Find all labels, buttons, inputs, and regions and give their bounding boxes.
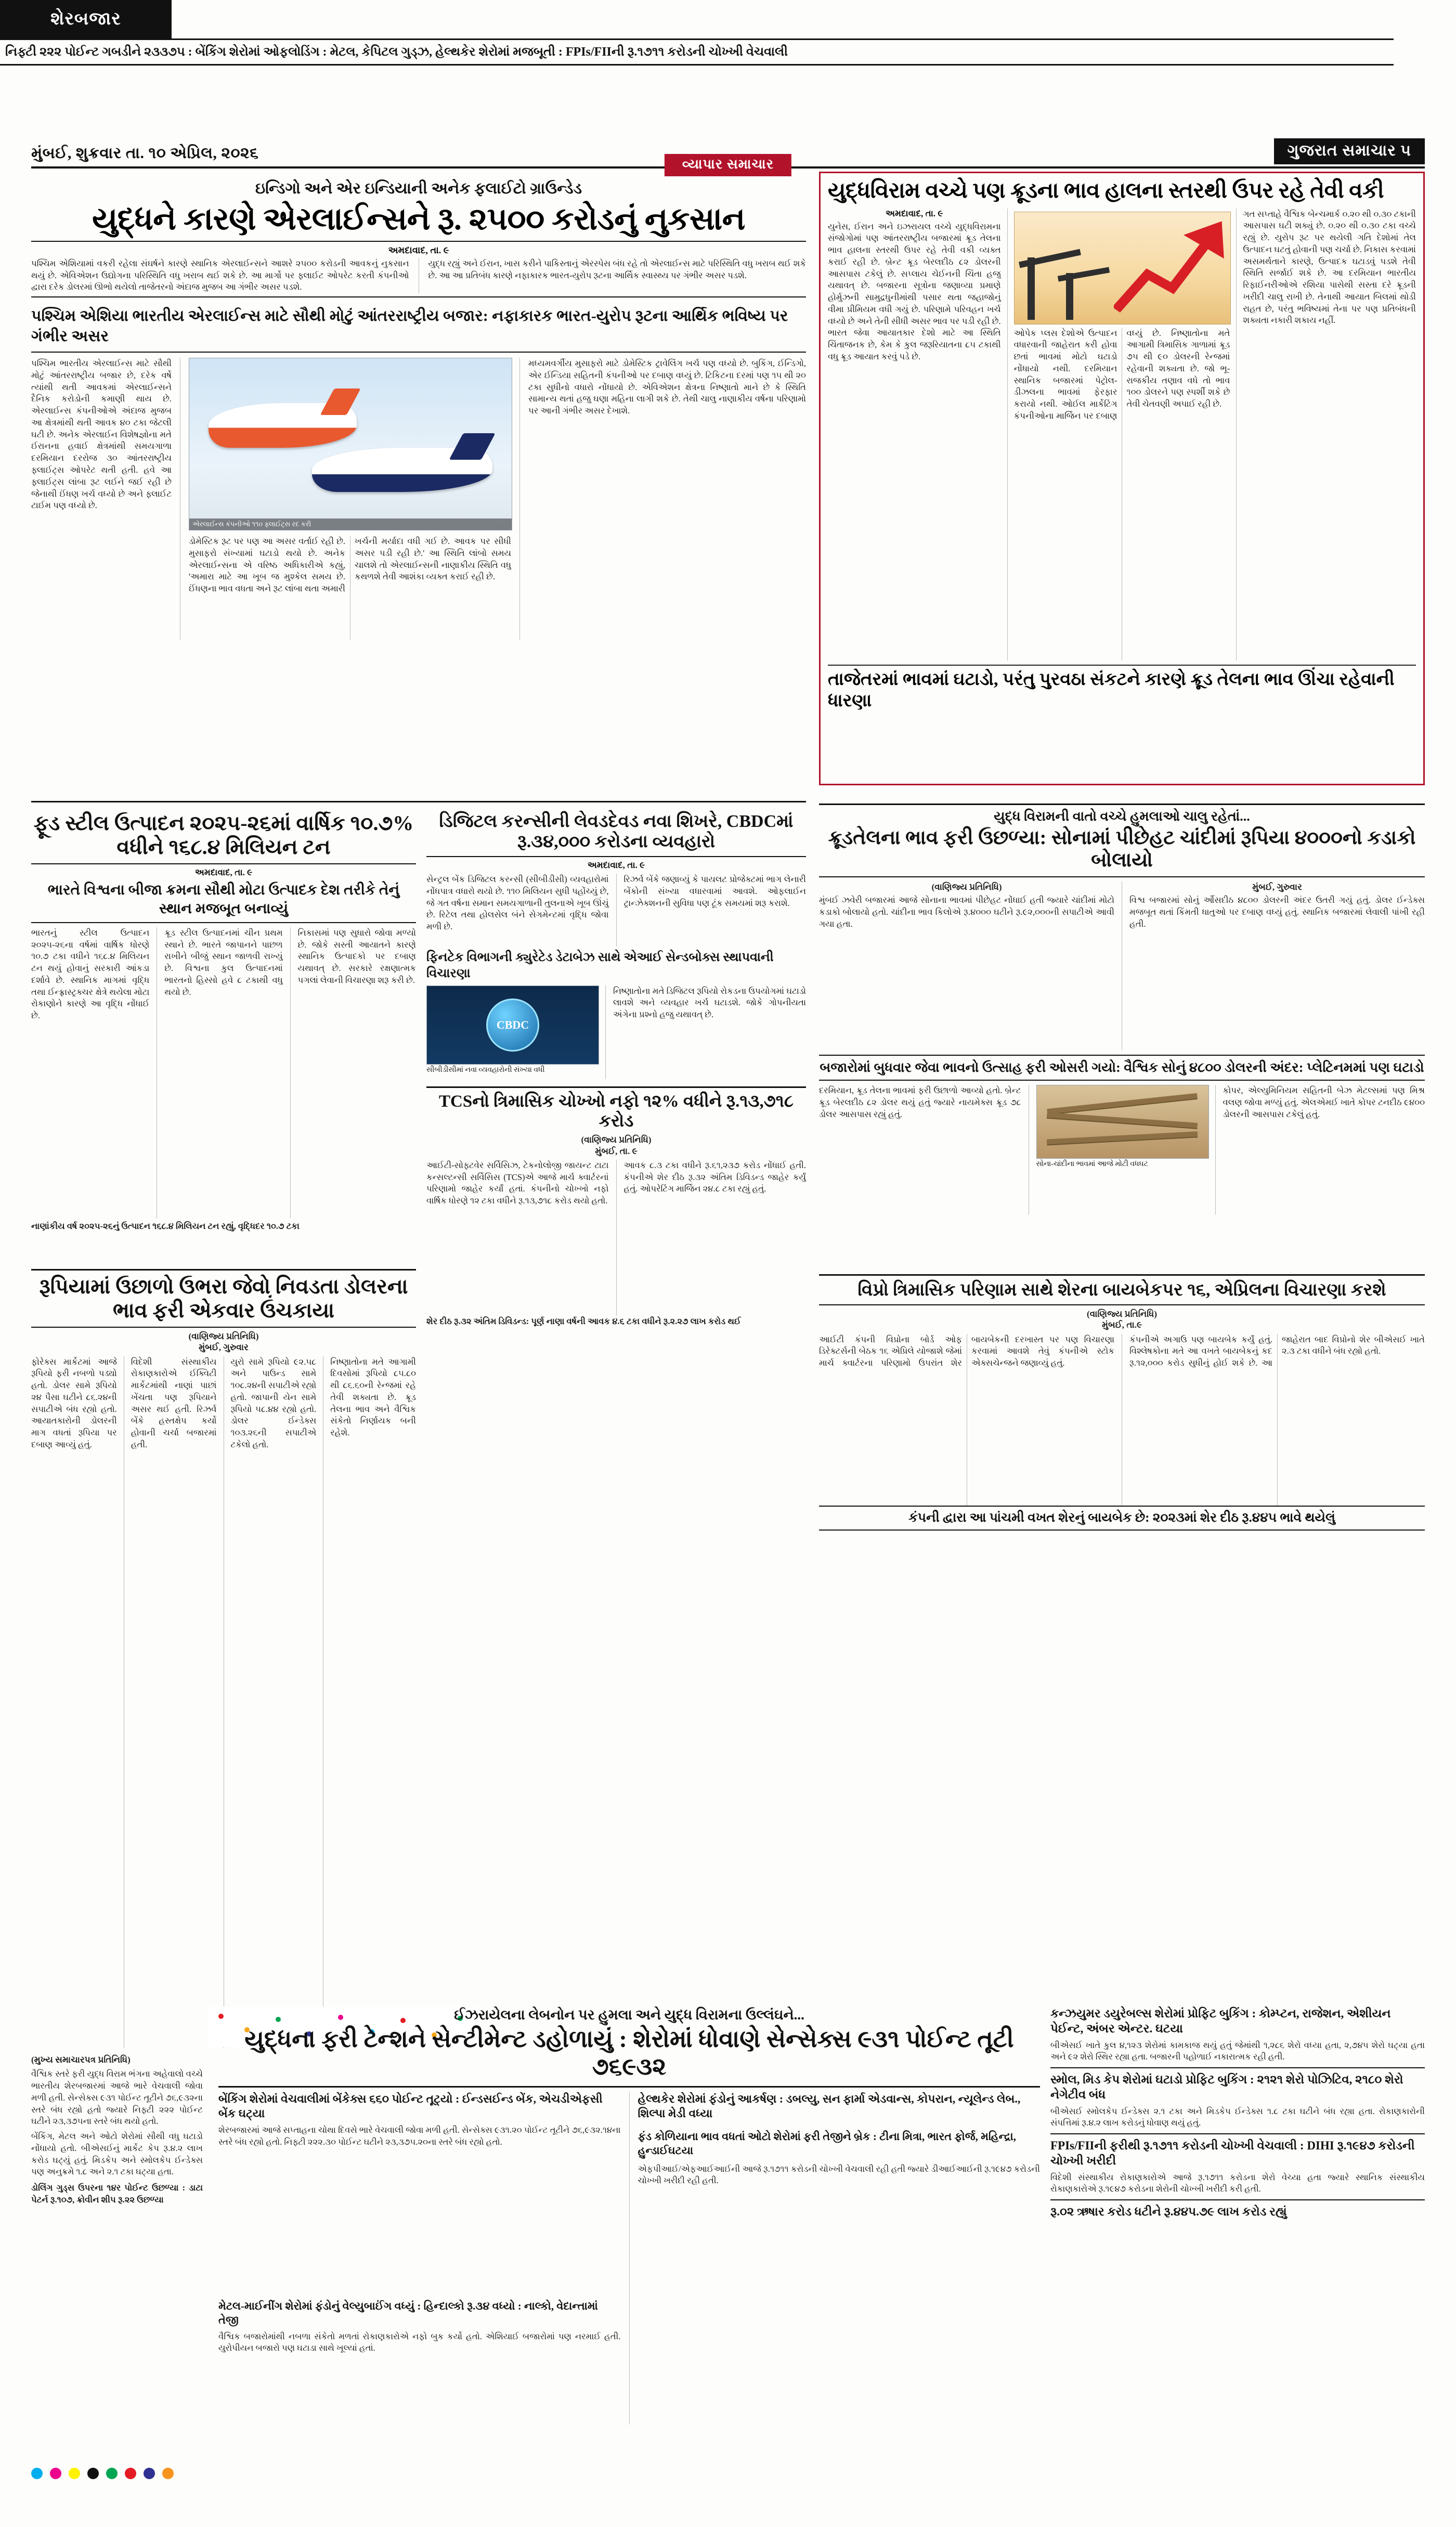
fuel-kicker: યુદ્ધ વિરામની વાતો વચ્ચે હુમલાઓ ચાલુ રહેતાં... [994,809,1250,824]
stock-headline: યુદ્ધના ફરી ટેન્શને સેન્ટીમેન્ટ ડહોળાયું : શેરોમાં ધોવાણે સેન્સેક્સ ૯૩૧ પોઈન્ટ તૂટી ૭૬૯૩૨ [244,2025,1014,2080]
sharebazar-label: શેરબજાર [0,0,172,38]
oil-col-3: ગત સપ્તાહે વૈશ્વિક બેન્ચમાર્ક ૦.૨૦ થી ૦.૩૦ ટકાની આસપાસ ઘટી શક્યું છે. ૦.૨૦ થી ૦.૩૦ ટકા વચ્ચે રહ્યું છે. યુરોપ રૂટ પર થયેલી ગતિ દેશોમાં તેલ ઉત્પાદન ઘટતું હોવાની પણ ચર્ચા છે. નિકાસ કરવામાં અસમર્થતાને કારણે, ઉત્પાદક ઘટાડવું પડશે તેવી સ્થિતિ સર્જાઈ શકે છે. આ દરમિયાન ભારતીય રિફાઈનરીઓએ રશિયા પાસેથી સસ્તા દરે ક્રૂડની ખરીદી ચાલુ રાખી છે. તેનાથી આયાત બિલમાં થોડી રાહત છે, પરંતુ ભવિષ્યમાં તેના પર પણ પ્રતિબંધની શક્યતા નકારી શકાય નહીં. [1243,209,1416,326]
pumpjack-beam [1058,267,1110,281]
steel-story [31,811,416,1233]
stock-subhead-1: બેંકિંગ શેરોમાં વેચવાલીમાં બેંકેક્સ ૬૬૦ પોઈન્ટ તૂટ્યો : ઈન્ડસઈન્ડ બેંક, એચડીએફસી બેંક ઘટ્યા [218,2092,603,2120]
lead-headline: યુદ્ધને કારણે એરલાઈન્સને રૂ. ૨૫૦૦ કરોડનું નુકસાન [92,201,745,236]
fpi-head: FPIs/FIIની ફરીથી રૂ.૧૭૧૧ કરોડની ચોખ્ખી વેચવાલી : DIHI રૂ.૧૯૪૭ કરોડની ચોખ્ખી ખરીદી [1050,2139,1415,2167]
wipro-headline: વિપ્રો ત્રિમાસિક પરિણામ સાથે શેરના બાયબેકપર ૧૬, એપ્રિલના વિચારણા કરશે [857,1280,1386,1300]
oil-dateline: અમદાવાદ, તા. ૯ [886,208,943,218]
stock-main-story [218,2006,1040,2425]
tcs-dateline: મુંબઈ, તા. ૯ [595,1146,638,1156]
cbdc-headline: ડિજિટલ કરન્સીની લેવડદેવડ નવા શિખરે, CBDCમાં રૂ.૩૪,૦૦૦ કરોડના વ્યવહારો [439,812,794,852]
rupee-story [31,1269,416,2048]
stock-subhead-4: ફંડ કોળિયાના ભાવ વધતાં ઓટો શેરોમાં ફરી તેજીને બ્રેક : ટીના મિત્રા, ભારત ફોર્જ, મહિન્દ્રા, હુન્ડાઈઘટયા [638,2130,1016,2157]
fuel-headline: ક્રૂડતેલના ભાવ ફરી ઉછળ્યા: સોનામાં પીછેહટ ચાંદીમાં રૂપિયા ૪૦૦૦નો કડાકો બોલાયો [828,826,1416,872]
lead-col-2: ડોમેસ્ટિક રૂટ પર પણ આ અસર વર્તાઈ રહી છે. મુસાફરો સંખ્યામાં ઘટાડો થયો છે. અનેક એરલાઈન્સના એ વરિષ્ઠ અધિકારીએ કહ્યું, 'અમારા માટે આ ખૂબ જ મુશ્કેલ સમય છે. ઈંધણના ભાવ વધતા અને રૂટ લાંબા થતા અમારી ખર્ચની મર્યાદા વધી ગઈ છે. આવક પર સીધી અસર પડી રહી છે.' આ સ્થિતિ લાંબો સમય ચાલશે તો એરલાઈન્સની નાણાકીય સ્થિતિ વધુ કથળશે તેવી આશંકા વ્યક્ત કરાઈ રહી છે. [189,536,511,594]
rupee-col-2: વિદેશી સંસ્થાકીય રોકાણકારોએ ઈક્વિટી માર્કેટમાંથી નાણાં પાછાં ખેંચતા પણ રૂપિયાને અસર થઈ હતી. રિઝર્વ બેંકે હસ્તક્ષેપ કર્યો હોવાની ચર્ચા બજારમાં હતી. [131,1356,217,1449]
plane-tail-icon [449,433,496,460]
cbdc-col-1: સેન્ટ્રલ બેંક ડિજિટલ કરન્સી (સીબીડીસી) વ્યવહારોમાં નોંધપાત્ર વધારો થયો છે. ૧૧૦ મિલિયન સુધી પહોંચ્યું છે, જે ગત વર્ષના સમાન સમયગાળાની તુલનાએ ખૂબ ઊંચું છે. રિટેલ તથા હોલસેલ બંને સેગમેન્ટમાં વૃદ્ધિ જોવા મળી છે. [426,874,609,932]
masthead-dateline: મુંબઈ, શુક્રવાર તા. ૧૦ એપ્રિલ, ૨૦૨૬ [31,145,259,162]
wipro-dateline: મુંબઈ, તા.૯ [1101,1320,1142,1330]
smallcap-head: સ્મોલ, મિડ કેપ શેરોમાં ઘટાડો પ્રોફિટ બુકિંગ : ૨૧૨૧ શેરો પોઝિટિવ, ૨૧૮૦ શેરો નેગેટીવ બંધ [1050,2073,1403,2101]
rupee-col-3: યુરો સામે રૂપિયો ૯૨.૫૮ અને પાઉન્ડ સામે ૧૦૮.૨૪ની સપાટીએ રહ્યો હતો. જાપાની યેન સામે રૂપિયો ૫૮.૪૪ રહ્યો હતો. ડોલર ઈન્ડેક્સ ૧૦૩.૨૬ની સપાટીએ ટકેલો હતો. [230,1356,317,1449]
cbdc-col-2: રિઝર્વ બેંકે જણાવ્યું કે પાયલટ પ્રોજેક્ટમાં ભાગ લેનારી બેંકોની સંખ્યા વધારવામાં આવશે. ઓફલાઈન ટ્રાન્ઝેક્શનની સુવિધા પણ ટૂંક સમયમાં શરૂ કરાશે. [623,874,806,908]
cmyk-registration-marks [31,2468,174,2479]
steel-col-2: ક્રૂડ સ્ટીલ ઉત્પાદનમાં ચીન પ્રથમ સ્થાને છે. ભારતે જાપાનને પાછળ રાખીને બીજું સ્થાન જાળવી રાખ્યું છે. વિશ્વના કુલ ઉત્પાદનમાં ભારતનો હિસ્સો હવે ૮ ટકાથી વધુ થયો છે. [164,927,283,997]
air-india-plane-graphic [209,403,357,448]
gold-silver-photo [1036,1085,1209,1159]
oil-headline: યુદ્ધવિરામ વચ્ચે પણ ક્રૂડના ભાવ હાલના સ્તરથી ઉપર રહે તેવી વકી [828,179,1384,203]
fuel-strap: બજારોમાં બુધવાર જેવા ભાવનો ઉત્સાહ ફરી ઓસરી ગયો: વૈશ્વિક સોનું ૪૮૦૦ ડોલરની અંદર: પ્લેટિનમમાં પણ ઘટાડો [819,1055,1425,1081]
sharebazar-col-2: બેંકિંગ, મેટલ અને ઓટો શેરોમાં સૌથી વધુ ઘટાડો નોંધાયો હતો. બીએસઈનું માર્કેટ કેપ રૂ.૪.૨ લાખ કરોડ ઘટ્યું હતું. મિડકેપ અને સ્મોલકેપ ઈન્ડેક્સ પણ અનુક્રમે ૧.૮ અને ૨.૧ ટકા ઘટ્યા હતા. [31,2131,203,2177]
cbdc-dateline: અમદાવાદ, તા. ૯ [587,860,645,871]
lead-col-3: મધ્યમવર્ગીય મુસાફરો માટે ડોમેસ્ટિક ટ્રાવેલિંગ ખર્ચ પણ વધ્યો છે. બુકિંગ, ઈન્ડિગો, એર ઈન્ડિયા સહિતની કંપનીઓ પર દબાણ વધ્યું છે. ટિકિટના દરમાં પણ ૧૫ થી ૨૦ ટકા સુધીનો વધારો નોંધાયો છે. એવિએશન ક્ષેત્રના નિષ્ણાતો માને છે કે સ્થિતિ સામાન્ય થતાં હજુ ઘણા મહિના લાગી શકે છે. તેથી ચાલુ નાણાકીય વર્ષના પરિણામો પર આની ગંભીર અસર દેખાશે. [528,358,806,416]
oil-pumpjack-photo [1014,212,1231,325]
sharebazar-stats: ડોલિંગ ગુડ્સ ઉપરના ૧૪ર પોઈન્ટ ઉછળ્યા : ડાટા પેટર્ન રૂ.૧૦૭, ક્રોવીન શીપ રૂ.૨૨ ઉછળ્યા [31,2183,203,2205]
tcs-story [426,1086,806,1328]
oil-col-1: યુનેસ, ઈરાન અને ઇઝરાયલ વચ્ચે યુદ્ધવિરામના સંજોગોમાં પણ આંતરરાષ્ટ્રીય બજારમાં ક્રૂડ તેલના ભાવ હાલના સ્તરથી ઉપર રહે તેવી વકી વ્યક્ત કરાઈ રહી છે. બ્રેન્ટ ક્રૂડ બેરલદીઠ ૮૨ ડોલરની આસપાસ ટકેલું છે. સપ્લાય ચેઈનની ચિંતા હજુ યથાવત્ છે. બજારના સૂત્રોના જણાવ્યા પ્રમાણે હોર્મુઝની સામુદ્રધુનીમાંથી પસાર થતા જહાજોનું વીમા પ્રીમિયમ વધી ગયું છે. પરિણામે પરિવહન ખર્ચ વધ્યો છે અને તેની સીધી અસર ભાવ પર પડી રહી છે. ભારત જેવા આયાતકાર દેશો માટે આ સ્થિતિ ચિંતાજનક છે, કેમ કે કુલ જરૂરિયાતના ૮૫ ટકાથી વધુ ક્રૂડ આયાત કરવું પડે છે. [828,221,1001,361]
wipro-col-2: કંપનીએ અગાઉ પણ બાયબેક કર્યું હતું. વિશ્લેષકોના મતે આ વખતે બાયબેકનું કદ રૂ.૧૨,૦૦૦ કરોડ સુધીનું હોઈ શકે છે. આ જાહેરાત બાદ વિપ્રોનો શેર બીએસઈ ખાતે ૨.૩ ટકા વધીને બંધ રહ્યો હતો. [1129,1334,1425,1368]
market-stats-column [1050,2006,1425,2220]
lead-subhead: પશ્ચિમ એશિયા ભારતીય એરલાઈન્સ માટે સૌથી મોટું આંતરરાષ્ટ્રીય બજાર: નફાકારક ભારત-યુરોપ રૂટના આર્થિક ભવિષ્ય પર ગંભીર અસર [31,307,788,345]
tcs-headline: TCSનો ત્રિમાસિક ચોખ્ખો નફો ૧૨% વધીને રૂ.૧૩,૭૧૮ કરોડ [439,1092,794,1131]
rupee-dateline: મુંબઈ, ગુરુવાર [199,1342,249,1353]
fpi-text: વિદેશી સંસ્થાકીય રોકાણકારોએ આજે રૂ.૧૭૧૧ કરોડના શેરો વેચ્યા હતા જ્યારે સ્થાનિક સંસ્થાકીય રોકાણકારોએ રૂ.૧૯૪૭ કરોડના શેરોની ચોખ્ખી ખરીદી કરી હતી. [1050,2172,1425,2194]
lead-photo [189,358,512,530]
steel-dateline: અમદાવાદ, તા. ૯ [194,867,253,877]
gainers-text: બીએસઈ ખાતે કુલ ૪,૧૨૩ શેરોમાં કામકાજ થયું હતું જેમાંથી ૧,૨૮૬ શેરો વધ્યા હતા, ૨,૭૪૫ શેરો ઘટ્યા હતા અને ૯૨ શેરો સ્થિર રહ્યા હતા. બજારની પહોળાઈ નકારાત્મક રહી હતી. [1050,2040,1425,2062]
price-up-arrow-icon [1114,215,1226,314]
steel-subhead: ભારતે વિશ્વના બીજા ક્રમના સૌથી મોટા ઉત્પાદક દેશ તરીકે તેનું સ્થાન મજબૂત બનાવ્યું [47,882,400,917]
cbdc-caption: સીબીડીસીમાં નવા વ્યવહારોની સંખ્યા વધી [426,1066,545,1074]
steel-headline: ફૂડ સ્ટીલ ઉત્પાદન ૨૦૨૫-૨૬માં વાર્ષિક ૧૦.૭% વધીને ૧૬૮.૪ મિલિયન ટન [33,811,414,859]
bottom-strip-text: નિફ્ટી ૨૨૨ પોઈન્ટ ગબડીને ૨૩૩૭૫ : બેંકિંગ શેરોમાં ઓફલોડિંગ : મેટલ, કેપિટલ ગુડ્ઝ, હેલ્થકેર શેરોમાં મજબૂતી : FPIs/FIIની રૂ.૧૭૧૧ કરોડની ચોખ્ખી વેચવાલી [5,45,788,59]
oil-strap: તાજેતરમાં ભાવમાં ઘટાડો, પરંતુ પુરવઠા સંકટને કારણે ક્રૂડ તેલના ભાવ ઊંચા રહેવાની ધારણા [828,665,1416,712]
fuel-col-4: કોપર, એલ્યુમિનિયમ સહિતની બેઝ મેટલ્સમાં પણ મિશ્ર વલણ જોવા મળ્યું હતું. એલએમઈ ખાતે કોપર ટનદીઠ ૯૪૦૦ ડોલરની આસપાસ ટકેલું હતું. [1223,1085,1425,1119]
rupee-col-1: ફોરેક્સ માર્કેટમાં આજે રૂપિયો ફરી નબળો પડ્યો હતો. ડોલર સામે રૂપિયો ૨૪ પૈસા ઘટીને ૮૬.૨૪ની સપાટીએ બંધ રહ્યો હતો. આયાતકારોની ડોલરની માગ વધતાં રૂપિયા પર દબાણ આવ્યું હતું. [31,1356,117,1449]
stock-kicker: ઈઝરાયેલના લેબનોન પર હુમલા અને યુદ્ધ વિરામના ઉલ્લંઘને... [454,2007,804,2023]
lead-photo-caption: એરલાઈન્સ કંપનીઓ ૧૧૦ ફ્લાઈટ્સ રદ કરી [189,519,512,530]
oil-col-2: ઓપેક પ્લસ દેશોએ ઉત્પાદન વધારવાની જાહેરાત કરી હોવા છતાં ભાવમાં મોટો ઘટાડો નોંધાયો નથી. દરમિયાન સ્થાનિક બજારમાં પેટ્રોલ-ડીઝલના ભાવમાં ફેરફાર કરાયો નથી. ઓઈલ માર્કેટિંગ કંપનીઓના માર્જિન પર દબાણ વધ્યું છે. નિષ્ણાતોના મતે આગામી ત્રિમાસિક ગાળામાં ક્રૂડ ૭૫ થી ૯૦ ડોલરની રેન્જમાં રહેવાની શક્યતા છે. જો ભૂ-રાજકીય તણાવ વધે તો ભાવ ૧૦૦ ડોલરને પણ સ્પર્શી શકે છે તેવી ચેતવણી અપાઈ રહી છે. [1013,328,1230,421]
lead-story [31,179,806,640]
tcs-col-1: આઈટી-સોફ્ટવેર સર્વિસિઝ, ટેકનોલોજી જાયન્ટ ટાટા કન્સલ્ટન્સી સર્વિસિસ (TCS)એ આજે માર્ચ ક્વાર્ટરનાં પરિણામો જાહેર કર્યાં હતાં. કંપનીનો ચોખ્ખો નફો વાર્ષિક ધોરણે ૧૨ ટકા વધીને રૂ.૧૩,૭૧૮ કરોડ થયો હતો. [426,1160,609,1206]
steel-col-1: ભારતનું સ્ટીલ ઉત્પાદન ૨૦૨૫-૨૬ના વર્ષમાં વાર્ષિક ધોરણે ૧૦.૭ ટકા વધીને ૧૬૮.૪ મિલિયન ટન થયું હોવાનું સરકારી આંકડા દર્શાવે છે. સ્થાનિક માગમાં વૃદ્ધિ તથા ઈન્ફ્રાસ્ટ્રક્ચર ક્ષેત્રે થયેલા મોટા રોકાણોને કારણે આ વૃદ્ધિ નોંધાઈ છે. [31,927,150,1021]
stock-col-1: શેરબજારમાં આજે સપ્તાહના ચોથા દિવસે ભારે વેચવાલી જોવા મળી હતી. સેન્સેક્સ ૯૩૧.૨૦ પોઈન્ટ તૂટીને ૭૬,૯૩૨.૧૪ના સ્તરે બંધ રહ્યો હતો. નિફ્ટી ૨૨૨.૩૦ પોઈન્ટ ઘટીને ૨૩,૩૭૫.૨૦ના સ્તરે બંધ રહ્યો હતો. [218,2124,621,2147]
lead-intro-left: પશ્ચિમ એશિયામાં વકરી રહેલા સંઘર્ષને કારણે સ્થાનિક એરલાઈન્સને આશરે ૨૫૦૦ કરોડની આવકનું નુકસાન થયું છે. એવિએશન ઉદ્યોગના પરિસ્થિતિ વધુ ખરાબ થઈ શકે છે. આ માર્ગો પર ફ્લાઈટ ઓપરેટ કરતી કંપનીઓ દ્વારા દરેક ડોલરમાં ઊભો થયેલો તાજેતરનો અંદાજ મુજબ આ ગંભીર અસર પડશે. [31,258,409,292]
cbdc-graphic [426,986,599,1065]
lead-dateline: અમદાવાદ, તા. ૯ [388,244,449,255]
gainers-head: કન્ઝયુમર ડયુરેબલ્સ શેરોમાં પ્રોફિટ બુકિંગ : કોમ્પ્ટન, રાજેશન, એશીયન પેઈન્ટ, અંબર એન્ટર. ઘટયા [1050,2007,1391,2035]
fuel-col-2: વિશ્વ બજારમાં સોનું ઔંસદીઠ ૪૮૦૦ ડોલરની અંદર ઉતરી ગયું હતું. ડોલર ઈન્ડેક્સ મજબૂત થતાં કિંમતી ધાતુઓ પર દબાણ વધ્યું હતું. સ્થાનિક બજારમાં લેવાલી પાંખી રહી હતી. [1129,895,1425,929]
lead-kicker: ઇન્ડિગો અને એર ઇન્ડિયાની અનેક ફલાઈટો ગ્રાઉન્ડેડ [255,180,582,197]
pumpjack-post [1028,257,1035,320]
rupee-headline: રૂપિયામાં ઉછાળો ઉભરા જેવો નિવડતા ડોલરના ભાવ ફરી એકવાર ઉંચકાયા [39,1275,408,1322]
steel-footer: નાણાંકીય વર્ષ ૨૦૨૫-૨૬નું ઉત્પાદન ૧૬૮.૪ મિલિયન ટન રહ્યું, વૃદ્ધિદર ૧૦.૭ ટકા [31,1221,300,1231]
wipro-col-1: આઈટી કંપની વિપ્રોના બોર્ડ ઓફ ડિરેક્ટર્સની બેઠક ૧૬ એપ્રિલે યોજાશે જેમાં માર્ચ ક્વાર્ટરના પરિણામો ઉપરાંત શેર બાયબેકની દરખાસ્ત પર પણ વિચારણા કરવામાં આવશે તેવું કંપનીએ સ્ટોક એક્સચેન્જને જણાવ્યું હતું. [819,1334,1114,1368]
steel-col-3: નિકાસમાં પણ સુધારો જોવા મળ્યો છે. જોકે સસ્તી આયાતને કારણે સ્થાનિક ઉત્પાદકો પર દબાણ યથાવત્ છે. સરકારે રક્ષણાત્મક પગલાં લેવાની વિચારણા શરૂ કરી છે. [297,927,416,985]
sharebazar-byline: (મુખ્ય સમાચારપત્ર પ્રતિનિધિ) [31,2055,131,2065]
wipro-story [819,1274,1425,1531]
market-cap-footer: રૂ.૦૨ ઋષાર કરોડ ધટીને રૂ.૪૪૫.૭૯ લાખ કરોડ રહ્યું [1050,2205,1287,2219]
stock-subhead-3: હેલ્થકેર શેરોમાં ફંડોનું આકર્ષણ : ડબલ્યુ, સન ફાર્મા એડવાન્સ, કોપરાન, ન્યૂલેન્ડ લેબ., શિલ્પા મેડી વધ્યા [638,2092,1021,2120]
fuel-byline: (વાણિજ્ય પ્રતિનિધિ) [931,882,1002,892]
rupee-col-4: નિષ્ણાતોના મતે આગામી દિવસોમાં રૂપિયો ૮૫.૮૦ થી ૮૬.૬૦ની રેન્જમાં રહે તેવી શક્યતા છે. ક્રૂડ તેલના ભાવ અને વૈશ્વિક સંકેતો નિર્ણાયક બની રહેશે. [330,1356,416,1438]
fuel-col-1: મુંબઈ ઝવેરી બજારમાં આજે સોનાના ભાવમાં પીછેહટ નોંધાઈ હતી જ્યારે ચાંદીમાં મોટો કડાકો બોલાયો હતો. ચાંદીના ભાવ કિલોએ રૂ.૪૦૦૦ ઘટીને રૂ.૯૨,૦૦૦ની સપાટીએ આવી ગયા હતા. [819,895,1114,929]
fuel-col-3: દરમિયાન, ક્રૂડ તેલના ભાવમાં ફરી ઉછાળો આવ્યો હતો. બ્રેન્ટ ક્રૂડ બેરલદીઠ ૮૨ ડોલર થયું હતું જ્યારે નાયમેક્સ ક્રૂડ ૭૮ ડોલર આસપાસ રહ્યું હતું. [819,1085,1021,1119]
tcs-byline: (વાણિજ્ય પ્રતિનિધિ) [581,1135,652,1145]
oil-price-box [819,172,1425,785]
rupee-byline: (વાણિજ્ય પ્રતિનિધિ) [188,1331,259,1341]
plane-tail-icon [320,388,361,415]
fuel-gold-story [819,804,1425,1215]
indigo-plane-graphic [312,448,492,493]
fuel-caption: સોના-ચાંદીના ભાવમાં આજે મોટી વધઘટ [1036,1160,1148,1169]
smallcap-text: બીએસઈ સ્મોલકેપ ઈન્ડેક્સ ૨.૧ ટકા અને મિડકેપ ઈન્ડેક્સ ૧.૮ ટકા ઘટીને બંધ રહ્યા હતા. રોકાણકારોની સંપત્તિમાં રૂ.૪.૨ લાખ કરોડનું ધોવાણ થયું હતું. [1050,2106,1425,2128]
stock-col-5: એફપીઆઈ/એફઆઈઆઈની આજે રૂ.૧૭૧૧ કરોડની ચોખ્ખી વેચવાલી રહી હતી જ્યારે ડીઆઈઆઈની રૂ.૧૯૪૭ કરોડની ચોખ્ખી ખરીદી રહી હતી. [638,2163,1040,2186]
lead-intro-right: યુદ્ધ રહ્યું અને ઈરાન, ખાસ કરીને પાકિસ્તાનું એરસ્પેસ બંધ રહે તો એરલાઈન્સ માટે પરિસ્થિતિ વધુ ખરાબ થઈ શકે છે. આ આ પ્રતિબંધ કારણે નફાકારક ભારત-યુરોપ રૂટના આર્થિક સ્વાસ્થ્ય પર ગંભીર અસર પડશે. [428,258,806,280]
tcs-col-2: આવક ૮.૩ ટકા વધીને રૂ.૬૧,૨૩૭ કરોડ નોંધાઈ હતી. કંપનીએ શેર દીઠ રૂ.૩૨ અંતિમ ડિવિડન્ડ જાહેર કર્યું હતું. ઓપરેટિંગ માર્જિન ૨૪.૮ ટકા રહ્યું હતું. [623,1160,806,1194]
section-tag: વ્યાપાર સમાચાર [665,154,791,176]
sharebazar-story [31,2054,203,2206]
tcs-highlight: શેર દીઠ રૂ.૩૨ અંતિમ ડિવિડન્ડ: પૂર્ણ નાણા વર્ષની આવક ૪.૬ ટકા વધીને રૂ.૨.૨૭ લાખ કરોડ થઈ [426,1316,741,1326]
cbdc-subhead: ફિનટેક વિભાગની ક્યુરેટેડ ડેટાબેઝ સાથે એઆઈ સેન્ડબોક્સ સ્થાપવાની વિચારણા [426,951,774,981]
cbdc-coin-icon: CBDC [486,999,539,1052]
masthead-brand: ગુજરાત સમાચાર ૫ [1274,138,1425,164]
lead-col-1: પશ્ચિમ ભારતીય એરલાઈન્સ માટે સૌથી મોટું આંતરરાષ્ટ્રીય બજાર છે, દરેક વર્ષે ત્યાંથી થતી આવકમાં એરલાઈન્સને દૈનિક કરોડોની કમાણી થાય છે. એરલાઈન્સ કંપનીઓએ અંદાજ મુજબ આ ક્ષેત્રમાંથી થતી આવક ૪૦ ટકા જેટલી ઘટી છે. અનેક એરલાઈન વિશેષજ્ઞોના મતે ઈરાનના હવાઈ ક્ષેત્રમાંથી સમયગાળા દરમિયાન દરરોજ ૩૦ આંતરરાષ્ટ્રીય ફ્લાઈટ્સ ઓપરેટ થતી હતી. હવે આ ફ્લાઈટ્સ લાંબા રૂટ લઈને જઈ રહી છે જેનાથી ઈંધણ ખર્ચ વધ્યો છે અને ફ્લાઈટ ટાઈમ પણ વધ્યો છે. [31,358,172,511]
stock-col-2: વૈશ્વિક બજારોમાંથી નબળા સંકેતો મળતાં રોકાણકારોએ નફો બુક કર્યો હતો. એશિયાઈ બજારોમાં પણ નરમાઈ હતી. યુરોપીયન બજારો પણ ઘટાડા સાથે ખૂલ્યાં હતાં. [218,2331,621,2353]
sharebazar-col-1: વૈશ્વિક સ્તરે ફરી યુદ્ધ વિરામ ભંગના અહેવાલો વચ્ચે ભારતીય શેરબજારમાં આજે ભારે વેચવાલી જોવા મળી હતી. સેન્સેક્સ ૯૩૧ પોઈન્ટ તૂટીને ૭૬,૯૩૨ના સ્તરે બંધ રહ્યો હતો જ્યારે નિફ્ટી ૨૨૨ પોઈન્ટ ઘટીને ૨૩,૩૭૫ના સ્તરે બંધ થયો હતો. [31,2069,203,2127]
bottom-summary-strip [0,38,1394,66]
cbdc-story [426,811,806,1328]
fuel-dateline: મુંબઈ, ગુરુવાર [1252,882,1302,892]
wipro-highlight: કંપની દ્વારા આ પાંચમી વખત શેરનું બાયબેક છે: ૨૦૨૩માં શેર દીઠ રૂ.૪૪૫ ભાવે થયેલું [819,1506,1425,1531]
cbdc-col-3: નિષ્ણાતોના મતે ડિજિટલ રૂપિયો રોકડના ઉપયોગમાં ઘટાડો લાવશે અને વ્યવહાર ખર્ચ ઘટાડશે. જોકે ગોપનીયતા અંગેના પ્રશ્નો હજુ યથાવત્ છે. [613,986,806,1020]
wipro-byline: (વાણિજ્ય પ્રતિનિધિ) [1087,1309,1157,1319]
stock-subhead-2: મેટલ-માઈનીંગ શેરોમાં ફંડોનું વેલ્યુબાઈંગ વધ્યું : હિન્દાલ્કો રૂ.૩૪ વધ્યો : નાલ્કો, વેદાન્તામાં તેજી [218,2299,598,2327]
